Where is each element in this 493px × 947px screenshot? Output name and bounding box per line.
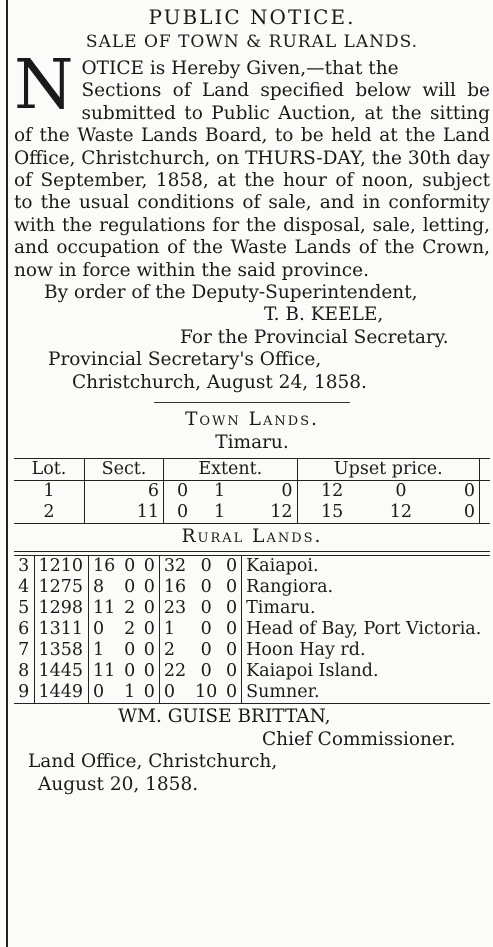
rural-cell-place: Rangiora. — [246, 577, 334, 598]
rural-cell-e2: 0 — [124, 556, 136, 577]
rural-cell-p1: 22 — [163, 661, 187, 682]
table-row — [14, 556, 490, 578]
rural-cell-p3: 0 — [222, 598, 242, 619]
rural-cell-p1: 16 — [163, 577, 187, 598]
col-extent: Extent. — [164, 458, 298, 480]
rural-cell-e2: 2 — [124, 598, 136, 619]
table-row — [14, 682, 490, 704]
rural-cell-p2: 0 — [200, 598, 212, 619]
rural-cell-p3: 0 — [222, 661, 242, 682]
rural-cell-e3: 0 — [139, 577, 159, 598]
notice-body — [14, 46, 491, 282]
rural-cell-lot: 6 — [14, 619, 34, 640]
rural-cell-e1: 11 — [93, 661, 116, 682]
rural-cell-lot: 3 — [14, 556, 34, 578]
rural-cell-sect: 1275 — [34, 577, 89, 598]
closing-role: Chief Commissioner. — [262, 728, 456, 750]
closing-name: WM. GUISE BRITTAN, — [118, 706, 331, 728]
table-row: 2 11 0 1 12 15 12 0 — [14, 502, 490, 524]
rural-cell-e1: 0 — [93, 619, 105, 640]
rural-cell-e2: 0 — [124, 661, 136, 682]
rural-cell-p3: 0 — [222, 577, 242, 598]
table-header-row — [14, 458, 490, 480]
order-line: By order of the Deputy-Superintendent, — [44, 282, 418, 304]
rural-cell-sect: 1210 — [34, 556, 89, 578]
rural-cell-e3: 0 — [139, 682, 159, 704]
body-text: will be submitted to Public Auction, at the sitting of the Waste Lands Board, to be held at the Land Office, Christchurch, on THURS-DAY, the 30th day of September, 1858, at the hour of noon, subject to the usual conditions of sale, and in conformity with the regulations for the disposal, sale, letting, and occupation of the Waste Lands of the Crown, now in force within the said province. — [14, 80, 491, 281]
rural-cell-p3: 0 — [222, 640, 242, 661]
rural-cell-p2: 0 — [200, 619, 212, 640]
rural-cell-place: Kaiapoi. — [246, 556, 319, 577]
rural-cell-e1: 0 — [93, 682, 105, 703]
rural-cell-e1: 1 — [93, 640, 105, 661]
rural-cell-place: Head of Bay, Port Victoria. — [246, 619, 482, 640]
signer-name: T. B. KEELE, — [264, 304, 384, 326]
rural-lands-heading: Rural Lands. — [14, 526, 490, 552]
rural-cell-p3: 0 — [222, 619, 242, 640]
town-lands-heading: Town Lands. — [185, 409, 319, 431]
rural-cell-place: Timaru. — [246, 598, 316, 619]
notice-page — [14, 0, 490, 796]
rural-cell-e3: 0 — [139, 640, 159, 661]
rural-cell-p2: 0 — [200, 640, 212, 661]
table-row — [14, 619, 490, 640]
rural-cell-p1: 0 — [163, 682, 176, 703]
body-first-line: OTICE is Hereby Given,—that the — [81, 58, 399, 79]
rural-cell-place: Hoon Hay rd. — [246, 640, 366, 661]
rural-cell-p2: 0 — [200, 556, 212, 577]
rural-cell-lot: 5 — [14, 598, 34, 619]
rural-cell-e3: 0 — [139, 556, 159, 578]
rural-cell-e1: 11 — [93, 598, 116, 619]
closing-date: August 20, 1858. — [38, 773, 199, 795]
rural-lands-table — [14, 555, 490, 704]
table-row — [14, 640, 490, 661]
rural-cell-p2: 10 — [195, 682, 218, 703]
office-line: Provincial Secretary's Office, — [48, 349, 322, 371]
rural-cell-p1: 32 — [163, 556, 187, 577]
rural-cell-p3: 0 — [222, 556, 242, 578]
rural-cell-p1: 1 — [163, 619, 176, 640]
divider — [154, 402, 350, 403]
rural-cell-p3: 0 — [222, 682, 242, 704]
town-place: Timaru. — [215, 431, 289, 453]
rural-cell-e2: 1 — [124, 682, 136, 703]
rural-cell-sect: 1445 — [34, 661, 89, 682]
rural-cell-lot: 7 — [14, 640, 34, 661]
rural-cell-sect: 1311 — [34, 619, 89, 640]
notice-title: PUBLIC NOTICE. — [148, 5, 356, 29]
body-second-line: Sections of Land specified below — [81, 80, 412, 102]
signer-role: For the Provincial Secretary. — [180, 326, 449, 348]
office-date: Christchurch, August 24, 1858. — [72, 371, 367, 393]
rural-cell-place: Sumner. — [246, 682, 320, 703]
rural-cell-sect: 1449 — [34, 682, 89, 704]
rural-cell-lot: 9 — [14, 682, 34, 704]
table-row — [14, 661, 490, 682]
rural-cell-e3: 0 — [139, 619, 159, 640]
col-upset-price: Upset price. — [297, 458, 480, 480]
col-lot: Lot. — [14, 458, 85, 480]
rural-cell-e3: 0 — [139, 661, 159, 682]
table-row: 1 6 0 1 0 12 0 0 — [14, 480, 490, 502]
table-row — [14, 577, 490, 598]
rural-cell-p2: 0 — [200, 661, 212, 682]
rural-cell-lot: 8 — [14, 661, 34, 682]
notice-subtitle: SALE OF TOWN & RURAL LANDS. — [85, 32, 419, 52]
rural-cell-lot: 4 — [14, 577, 34, 598]
rural-cell-p1: 23 — [163, 598, 187, 619]
rural-cell-sect: 1298 — [34, 598, 89, 619]
rural-cell-e1: 16 — [93, 556, 116, 577]
table-row — [14, 598, 490, 619]
rural-cell-e2: 0 — [124, 640, 136, 661]
column-rule — [6, 0, 8, 947]
rural-cell-sect: 1358 — [34, 640, 89, 661]
rural-cell-e2: 0 — [124, 577, 136, 598]
col-sect: Sect. — [85, 458, 164, 480]
town-lands-table — [14, 458, 490, 524]
drop-cap: N — [14, 46, 74, 125]
rural-cell-p2: 0 — [200, 577, 212, 598]
closing-place: Land Office, Christchurch, — [28, 751, 278, 773]
rural-cell-place: Kaiapoi Island. — [246, 661, 379, 682]
rural-cell-e1: 8 — [93, 577, 105, 598]
rural-cell-e3: 0 — [139, 598, 159, 619]
rural-cell-p1: 2 — [163, 640, 176, 661]
rural-cell-e2: 2 — [124, 619, 136, 640]
